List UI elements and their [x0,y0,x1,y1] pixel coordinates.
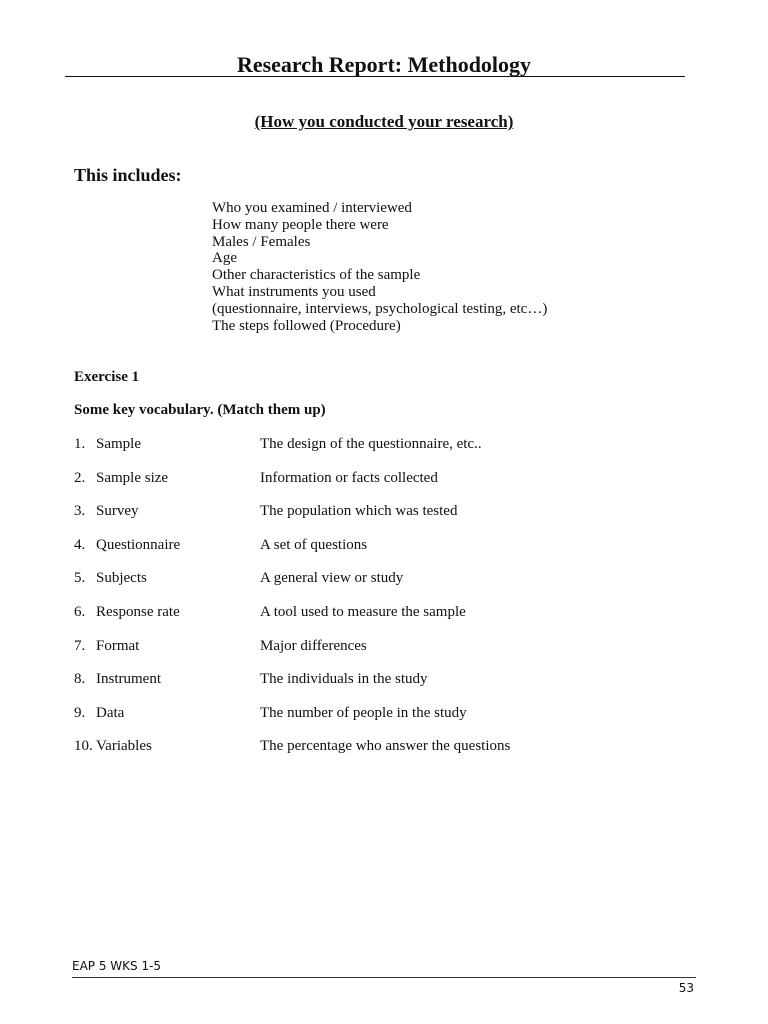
vocab-number: 6. [74,603,86,620]
vocab-definition: The individuals in the study [260,671,428,688]
vocab-definition: The number of people in the study [260,704,467,721]
vocab-definition: The population which was tested [260,503,458,520]
page-number: 53 [678,981,694,995]
includes-list [212,200,547,334]
vocab-term: Instrument [96,671,161,688]
vocab-number: 4. [74,536,86,553]
vocab-number: 3. [74,503,86,520]
vocab-row [74,669,694,703]
includes-heading: This includes: [74,165,182,185]
vocab-number: 8. [74,671,86,688]
vocab-definition: A set of questions [260,536,368,553]
vocab-number: 1. [74,436,86,452]
footer-divider [72,977,696,978]
vocab-row [74,736,694,770]
page-title: Research Report: Methodology [236,52,532,77]
vocab-definition: Information or facts collected [260,469,438,486]
vocab-row [74,636,694,670]
vocab-term: Questionnaire [96,536,181,553]
includes-item: How many people there were [212,216,389,233]
vocab-definition: The percentage who answer the questions [260,738,511,755]
exercise-heading: Exercise 1 [74,369,140,385]
vocab-row [74,434,694,468]
vocab-definition: Major differences [260,637,367,654]
vocab-term: Survey [96,503,139,520]
vocab-term: Subjects [96,570,147,587]
includes-item: Other characteristics of the sample [212,267,421,284]
vocab-row [74,468,694,502]
vocab-number: 9. [74,704,86,721]
includes-item: Males / Females [212,233,311,250]
vocab-term: Sample [96,436,141,452]
vocab-number: 5. [74,570,86,587]
title-underline [65,76,685,77]
vocab-definition: The design of the questionnaire, etc.. [260,436,482,452]
vocab-row [74,602,694,636]
includes-item: (questionnaire, interviews, psychological testing, etc…) [212,300,548,317]
vocab-term: Sample size [96,469,169,486]
includes-item: What instruments you used [212,283,376,300]
vocab-term: Format [96,637,140,654]
vocab-definition: A tool used to measure the sample [260,603,466,620]
includes-item: The steps followed (Procedure) [212,317,401,334]
footer-course-label: EAP 5 WKS 1-5 [72,959,162,973]
page-subtitle: (How you conducted your research) [254,112,514,131]
vocab-row [74,703,694,737]
vocab-number: 7. [74,637,86,654]
vocab-term: Response rate [96,603,180,620]
vocab-number: 10. [74,738,93,755]
vocab-term: Variables [96,738,152,755]
vocab-definition: A general view or study [260,570,404,587]
vocab-list [74,434,694,770]
vocab-row [74,501,694,535]
vocab-term: Data [96,704,125,721]
includes-item: Age [212,250,237,267]
includes-item: Who you examined / interviewed [212,200,412,216]
vocab-heading: Some key vocabulary. (Match them up) [74,402,326,418]
vocab-row [74,535,694,569]
vocab-number: 2. [74,469,86,486]
vocab-row [74,568,694,602]
